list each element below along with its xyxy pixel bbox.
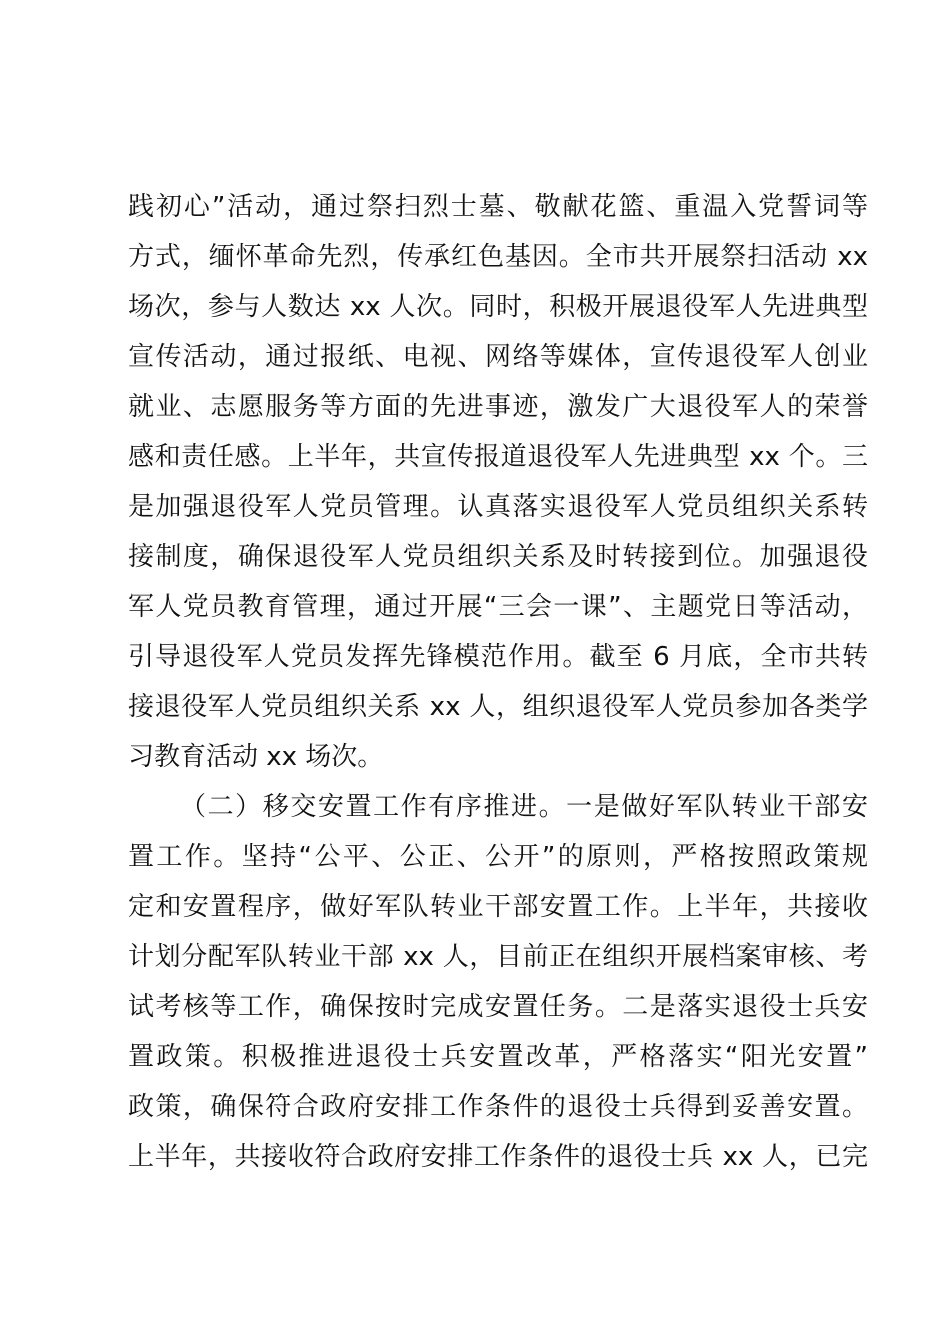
text-line: 置工作。坚持“公平、公正、公开”的原则，严格按照政策规 <box>128 842 868 872</box>
text-line: （二）移交安置工作有序推进。一是做好军队转业干部安 <box>180 792 868 822</box>
text-line: 政策，确保符合政府安排工作条件的退役士兵得到妥善安置。 <box>128 1092 868 1122</box>
text-line: 引导退役军人党员发挥先锋模范作用。截至 6 月底，全市共转 <box>128 642 868 672</box>
text-line: 计划分配军队转业干部 xx 人，目前正在组织开展档案审核、考 <box>128 942 868 972</box>
text-line: 场次，参与人数达 xx 人次。同时，积极开展退役军人先进典型 <box>128 292 868 322</box>
text-line: 定和安置程序，做好军队转业干部安置工作。上半年，共接收 <box>128 892 868 922</box>
text-line: 感和责任感。上半年，共宣传报道退役军人先进典型 xx 个。三 <box>128 442 868 472</box>
paragraph-1 <box>128 182 868 782</box>
text-line: 就业、志愿服务等方面的先进事迹，激发广大退役军人的荣誉 <box>128 392 868 422</box>
text-line: 习教育活动 xx 场次。 <box>128 742 384 772</box>
text-line: 是加强退役军人党员管理。认真落实退役军人党员组织关系转 <box>128 492 868 522</box>
text-line: 置政策。积极推进退役士兵安置改革，严格落实“阳光安置” <box>128 1042 868 1072</box>
text-line: 接制度，确保退役军人党员组织关系及时转接到位。加强退役 <box>128 542 868 572</box>
text-line: 军人党员教育管理，通过开展“三会一课”、主题党日等活动， <box>128 592 868 622</box>
document-body <box>128 182 868 1182</box>
text-line: 宣传活动，通过报纸、电视、网络等媒体，宣传退役军人创业 <box>128 342 868 372</box>
text-line: 践初心”活动，通过祭扫烈士墓、敬献花篮、重温入党誓词等 <box>128 192 868 222</box>
text-line: 方式，缅怀革命先烈，传承红色基因。全市共开展祭扫活动 xx <box>128 242 868 272</box>
text-line: 上半年，共接收符合政府安排工作条件的退役士兵 xx 人，已完 <box>128 1142 868 1172</box>
paragraph-2 <box>128 782 868 1182</box>
text-line: 接退役军人党员组织关系 xx 人，组织退役军人党员参加各类学 <box>128 692 868 722</box>
text-line: 试考核等工作，确保按时完成安置任务。二是落实退役士兵安 <box>128 992 868 1022</box>
